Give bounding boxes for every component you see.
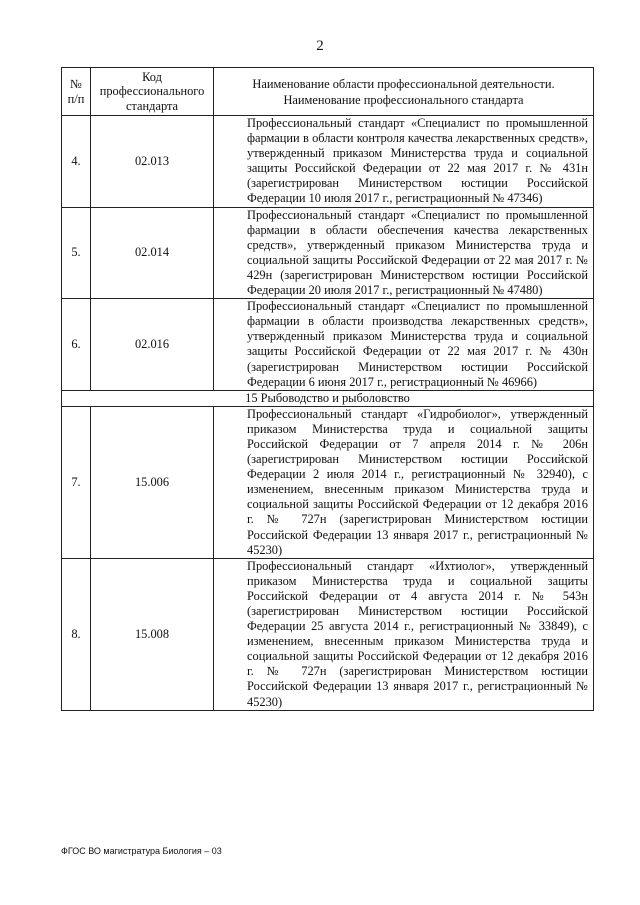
row-standard-text: Профессиональный стандарт «Специалист по промышленной фармации в области производства лекарственных средств», утвержденный приказом Министерства труда и социальной защиты Российской Федерации от 22 мая 2017 г. № 430н (зарегистрирован Министерством юстиции Российской Федерации 6 июня 2017 г., регистрационный № 46966)	[247, 299, 588, 389]
section-row	[62, 390, 594, 406]
row-standard-name	[214, 299, 594, 391]
page-footer: ФГОС ВО магистратура Биология – 03	[61, 846, 222, 856]
header-num: № п/п	[62, 68, 91, 116]
table-header-row	[62, 68, 594, 116]
header-name	[214, 68, 594, 116]
section-title: 15 Рыбоводство и рыболовство	[62, 390, 594, 406]
row-standard-text: Профессиональный стандарт «Специалист по промышленной фармации в области обеспечения качества лекарственных средств», утвержденный приказом Министерства труда и социальной защиты Российской Федерации от 22 мая 2017 г. № 429н (зарегистрирован Министерством юстиции Российской Федерации 20 июля 2017 г., регистрационный № 47480)	[247, 207, 588, 298]
row-standard-text: Профессиональный стандарт «Специалист по промышленной фармации в области контроля качества лекарственных средств», утвержденный приказом Министерства труда и социальной защиты Российской Федерации от 22 мая 2017 г. № 431н (зарегистрирован Министерством юстиции Российской Федерации 10 июля 2017 г., регистрационный № 47346)	[247, 116, 588, 206]
row-code: 15.006	[91, 406, 214, 558]
professional-standards-table	[61, 67, 594, 711]
header-code: Код профессионального стандарта	[91, 68, 214, 116]
row-standard-text: Профессиональный стандарт «Ихтиолог», утвержденный приказом Министерства труда и социальной защиты Российской Федерации от 4 августа 2014 г. № 543н (зарегистрирован Министерством юстиции Российской Федерации 25 августа 2014 г., регистрационный № 33849), с изменением, внесенным приказом Министерства труда и социальной защиты Российской Федерации от 12 декабря 2016 г. № 727н (зарегистрирован Министерством юстиции Российской Федерации 13 января 2017 г., регистрационный № 45230)	[247, 558, 588, 709]
row-standard-text: Профессиональный стандарт «Гидробиолог», утвержденный приказом Министерства труда и социальной защиты Российской Федерации от 7 апреля 2014 г. № 206н (зарегистрирован Министерством юстиции Российской Федерации 2 июля 2014 г., регистрационный № 32940), с изменением, внесенным приказом Министерства труда и социальной защиты Российской Федерации от 12 декабря 2016 г. № 727н (зарегистрирован Министерством юстиции Российской Федерации 13 января 2017 г., регистрационный № 45230)	[247, 406, 588, 557]
row-code: 02.013	[91, 116, 214, 208]
page-number: 2	[316, 38, 324, 54]
row-num: 7.	[62, 406, 91, 558]
row-code: 02.014	[91, 207, 214, 299]
row-code: 02.016	[91, 299, 214, 391]
row-standard-name	[214, 406, 594, 558]
row-num: 4.	[62, 116, 91, 208]
row-standard-name	[214, 116, 594, 208]
row-num: 8.	[62, 558, 91, 710]
row-standard-name	[214, 207, 594, 299]
table-row	[62, 299, 594, 391]
row-num: 6.	[62, 299, 91, 391]
table-row	[62, 207, 594, 299]
table-row	[62, 116, 594, 208]
row-code: 15.008	[91, 558, 214, 710]
row-num: 5.	[62, 207, 91, 299]
header-name-line1: Наименование области профессиональной деятельности.	[252, 76, 555, 91]
header-name-line2: Наименование профессионального стандарта	[283, 92, 524, 107]
table-row	[62, 558, 594, 710]
table-row	[62, 406, 594, 558]
row-standard-name	[214, 558, 594, 710]
